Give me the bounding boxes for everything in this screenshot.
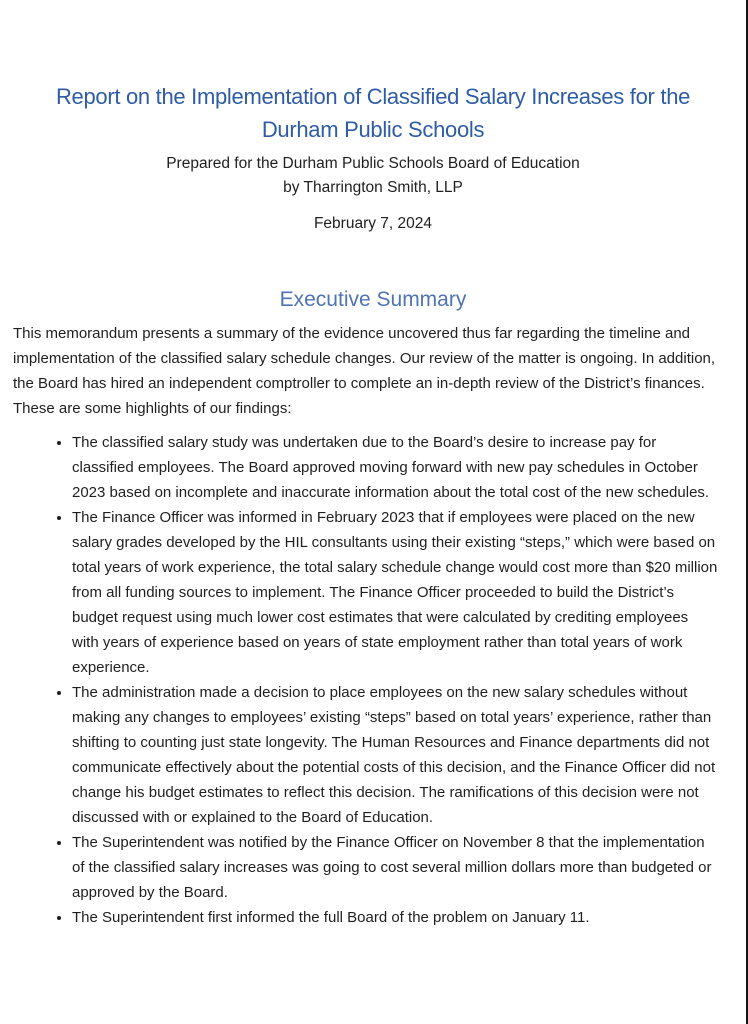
intro-paragraph: This memorandum presents a summary of the evidence uncovered thus far regarding the timeline and implementation of the classified salary schedule changes. Our review of the matter is ongoing. In addition, the Board has hired an independent comptroller to complete an in-depth review of the District’s finances. These are some highlights of our findings: bbox=[13, 325, 716, 417]
document-title-line: Report on the Implementation of Classified Salary Increases for the bbox=[55, 84, 691, 109]
section-heading-executive-summary: Executive Summary bbox=[279, 288, 467, 311]
list-item: • The classified salary study was undertaken due to the Board’s desire to increase pay for classified employees. The Board approved moving forward with new pay schedules in October 2023 based on incomplete and inaccurate information about the total cost of the new schedules. bbox=[72, 430, 718, 505]
document-title-line: Durham Public Schools bbox=[261, 117, 485, 142]
document-date: February 7, 2024 bbox=[313, 215, 433, 232]
document-title bbox=[0, 0, 746, 146]
author-line: by Tharrington Smith, LLP bbox=[283, 179, 463, 196]
summary-bullet-list bbox=[0, 430, 746, 930]
prepared-for-line: Prepared for the Durham Public Schools Board of Education bbox=[166, 155, 580, 172]
list-item: • The Superintendent first informed the full Board of the problem on January 11. bbox=[72, 905, 718, 930]
list-item: • The Finance Officer was informed in February 2023 that if employees were placed on the new salary grades developed by the HIL consultants using their existing “steps,” which were based on total years of work experience, the total salary schedule change would cost more than $20 million from all funding sources to implement. The Finance Officer proceeded to build the District’s budget request using much lower cost estimates that were calculated by crediting employees with years of experience based on years of state employment rather than total years of work experience. bbox=[72, 505, 718, 680]
list-item: • The administration made a decision to place employees on the new salary schedules without making any changes to employees’ existing “steps” based on total years’ experience, rather than shifting to counting just state longevity. The Human Resources and Finance departments did not communicate effectively about the potential costs of this decision, and the Finance Officer did not change his budget estimates to reflect this decision. The ramifications of this decision were not discussed with or explained to the Board of Education. bbox=[72, 680, 718, 830]
list-item: • The Superintendent was notified by the Finance Officer on November 8 that the implementation of the classified salary increases was going to cost several million dollars more than budgeted or approved by the Board. bbox=[72, 830, 718, 905]
